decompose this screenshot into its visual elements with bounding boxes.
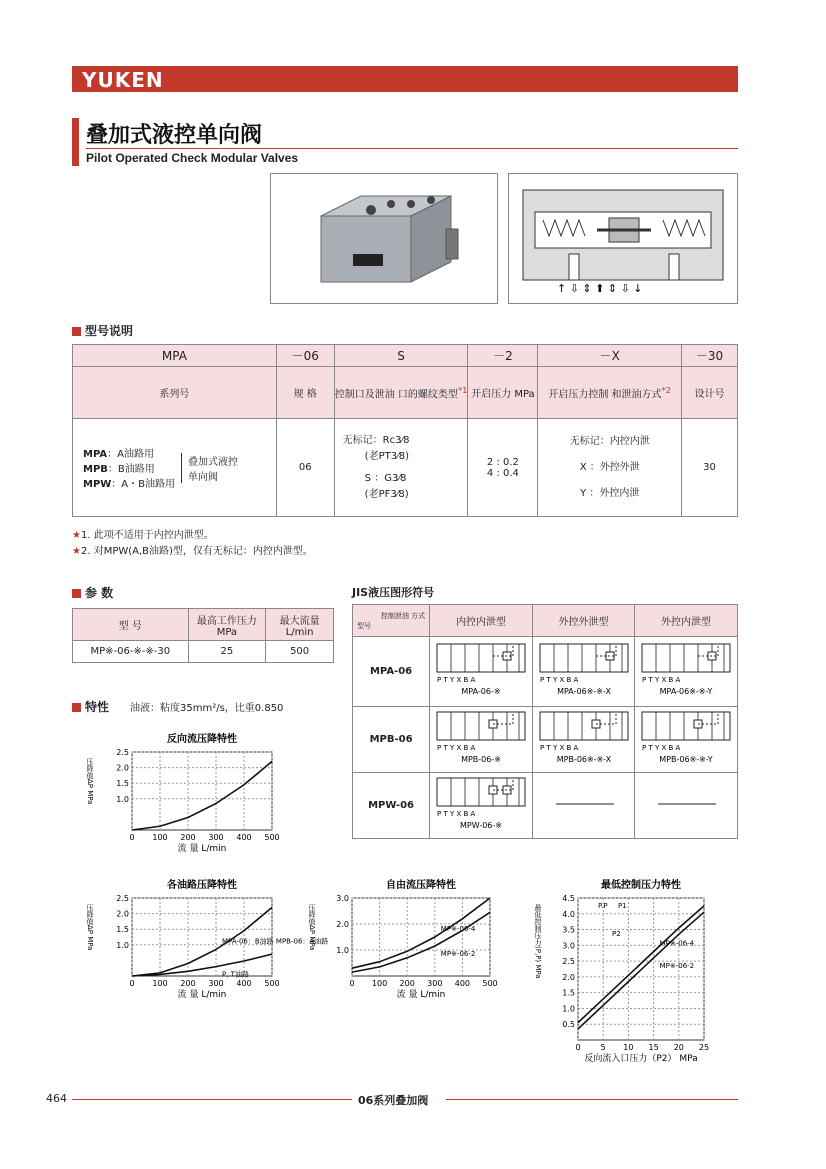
symbol-label: MPA-06-※ xyxy=(461,687,501,696)
params-flow: 500 xyxy=(266,641,334,663)
jis-symbol-svg xyxy=(534,708,634,768)
x-tick-label: 15 xyxy=(648,1043,659,1052)
symbol-label: MPB-06-※ xyxy=(461,755,501,764)
jis-symbol xyxy=(430,637,533,707)
port-labels: P T Y X B A xyxy=(437,676,476,684)
model-sub-row xyxy=(73,367,738,419)
symbol-frame xyxy=(642,644,730,672)
title-accent xyxy=(72,118,79,166)
y-axis-label: 压降值ΔP MPa xyxy=(86,904,94,951)
symbol-frame xyxy=(540,644,628,672)
y-tick-label: 2.5 xyxy=(562,957,575,967)
y-axis-label: 压降值ΔP MPa xyxy=(86,758,94,805)
y-tick-label: 3.5 xyxy=(562,925,575,935)
page-number: 464 xyxy=(46,1092,67,1105)
plot-frame xyxy=(352,898,490,976)
port-labels: P T Y X B A xyxy=(539,744,578,752)
params-model: MP※-06-※-※-30 xyxy=(73,641,189,663)
chart-each-path xyxy=(86,872,329,1006)
y-tick-label: 1.0 xyxy=(336,946,349,955)
y-tick-label: 4.0 xyxy=(562,909,575,919)
x-tick-label: 200 xyxy=(180,833,196,842)
jis-row-model: MPA-06 xyxy=(353,637,430,707)
section-drawing xyxy=(508,173,738,304)
model-head-series: MPA xyxy=(73,345,277,367)
sub-drain-text: 开启压力控制 和泄油方式 xyxy=(548,389,662,401)
jis-corner xyxy=(353,605,430,637)
sub-size: 规 格 xyxy=(276,367,334,419)
x-tick-label: 400 xyxy=(454,979,471,988)
x-tick-label: 0 xyxy=(575,1043,581,1052)
pressure-2: 2 : 0.2 xyxy=(486,456,519,468)
port-labels: P T Y X B A xyxy=(437,810,476,818)
jis-col-2: 外控外泄型 xyxy=(533,605,635,637)
x-tick-label: 100 xyxy=(371,979,388,988)
jis-symbol-svg xyxy=(534,640,634,700)
model-table xyxy=(72,344,738,517)
params-pressure: 25 xyxy=(188,641,266,663)
sub-pressure: 开启压力 MPa xyxy=(468,367,538,419)
sub-thread xyxy=(334,367,468,419)
jis-symbol-svg xyxy=(431,774,531,834)
sub-series: 系列号 xyxy=(73,367,277,419)
valve-photo-icon xyxy=(271,174,497,303)
jis-symbol-svg xyxy=(431,640,531,700)
x-tick-label: 0 xyxy=(129,833,135,842)
series-line xyxy=(132,954,272,976)
chart-title: 最低控制压力特性 xyxy=(601,880,681,891)
jis-symbol-svg xyxy=(534,774,634,834)
x-tick-label: 0 xyxy=(129,979,135,988)
y-axis-label: 压降值ΔP MPa xyxy=(308,904,316,951)
jis-corner-top: 控制泄油 方式 xyxy=(380,611,426,620)
symbol-frame xyxy=(540,712,628,740)
product-photo xyxy=(270,173,498,304)
x-tick-label: 400 xyxy=(236,833,252,842)
x-axis-label: 反向流入口压力（P2） MPa xyxy=(584,1054,698,1064)
jis-section-title: JIS液压图形符号 xyxy=(352,586,435,599)
features-section-title: 特性 xyxy=(72,698,109,715)
sub-thread-text: 控制口及泄油 口的螺纹类型 xyxy=(334,389,458,401)
pressure-port-label: P.P xyxy=(598,902,608,910)
x-tick-label: 200 xyxy=(180,979,196,988)
y-tick-label: 0.5 xyxy=(562,1020,575,1030)
jis-symbol xyxy=(430,773,533,839)
y-tick-label: 1.5 xyxy=(116,779,129,789)
chart-free-flow xyxy=(308,872,508,1006)
x-tick-label: 5 xyxy=(600,1043,606,1052)
y-tick-label: 1.0 xyxy=(562,1004,575,1014)
pressure-port-label: P2 xyxy=(612,930,621,938)
pressure-cell xyxy=(468,419,538,517)
design-cell: 30 xyxy=(682,419,738,517)
chart-min-pilot xyxy=(534,872,738,1072)
chart-title: 各油路压降特性 xyxy=(167,880,237,891)
params-table xyxy=(72,608,334,663)
symbol-label: MPB-06※-※-Y xyxy=(659,755,713,764)
size-cell: 06 xyxy=(276,419,334,517)
y-tick-label: 2.5 xyxy=(116,748,129,757)
symbol-label: MPB-06※-※-X xyxy=(556,755,611,764)
jis-row-model: MPB-06 xyxy=(353,707,430,773)
jis-symbol-svg xyxy=(636,708,736,768)
jis-col-1: 内控内泄型 xyxy=(430,605,533,637)
features-desc: 油液：粘度35mm²/s，比重0.850 xyxy=(130,703,284,714)
jis-symbol-svg xyxy=(431,708,531,768)
drain-x: X ：外控外泄 xyxy=(579,461,640,473)
port-labels: P T Y X B A xyxy=(642,676,681,684)
footer-rule-left xyxy=(72,1099,352,1100)
sub-drain xyxy=(538,367,682,419)
params-h-flow: 最大流量 L/min xyxy=(266,609,334,641)
footer-series: 06系列叠加阀 xyxy=(358,1094,429,1107)
note-2: ★2. 对MPW(A,B油路)型，仅有无标记：内控内泄型。 xyxy=(72,546,313,557)
x-tick-label: 10 xyxy=(623,1043,634,1052)
sub-thread-star: *1 xyxy=(457,384,468,395)
series-item: MPA：A油路用 xyxy=(83,449,154,460)
title-rule xyxy=(86,148,738,149)
y-tick-label: 2.0 xyxy=(562,972,575,982)
sub-drain-star: *2 xyxy=(661,384,672,395)
model-head-design: －30 xyxy=(682,345,738,367)
jis-symbol xyxy=(533,773,635,839)
brand-logo: YUKEN xyxy=(82,68,164,92)
x-tick-label: 300 xyxy=(208,979,224,988)
x-tick-label: 300 xyxy=(427,979,443,988)
series-cell xyxy=(73,419,277,517)
plot-frame xyxy=(132,752,272,830)
x-tick-label: 100 xyxy=(152,833,168,842)
x-tick-label: 400 xyxy=(236,979,252,988)
chart-title: 反向流压降特性 xyxy=(167,734,237,745)
x-tick-label: 200 xyxy=(399,979,415,988)
x-axis-label: 流 量 L/min xyxy=(396,990,446,1000)
jis-symbol xyxy=(533,707,635,773)
drain-y: Y ：外控内泄 xyxy=(580,487,640,499)
header-bar xyxy=(72,66,738,92)
y-tick-label: 2.5 xyxy=(116,894,129,903)
chart-reverse-flow xyxy=(86,726,286,862)
x-tick-label: 20 xyxy=(673,1043,684,1052)
page-subtitle: Pilot Operated Check Modular Valves xyxy=(86,151,299,165)
x-axis-label: 流 量 L/min xyxy=(177,990,227,1000)
jis-symbol-svg xyxy=(636,774,736,834)
model-head-pressure: －2 xyxy=(468,345,538,367)
x-tick-label: 300 xyxy=(208,833,224,842)
symbol-frame xyxy=(437,712,525,740)
x-tick-label: 0 xyxy=(349,979,355,988)
params-section-title: 参 数 xyxy=(72,584,113,601)
jis-symbol xyxy=(635,707,738,773)
jis-symbol xyxy=(635,773,738,839)
symbol-label: MPW-06-※ xyxy=(460,821,503,830)
y-tick-label: 1.5 xyxy=(562,988,575,998)
y-tick-label: 1.0 xyxy=(116,794,129,804)
note-1: ★1. 此项不适用于内控内泄型。 xyxy=(72,530,214,541)
series-item: MPW：A・B油路用 xyxy=(83,479,176,490)
page-title: 叠加式液控单向阀 xyxy=(86,123,263,148)
jis-corner-bottom: 型号 xyxy=(357,621,371,630)
symbol-frame xyxy=(642,712,730,740)
series-line xyxy=(578,912,704,1029)
symbol-label: MPA-06※-※-Y xyxy=(659,687,713,696)
drain-none: 无标记：内控内泄 xyxy=(569,435,650,447)
model-head-drain: －X xyxy=(538,345,682,367)
model-detail-row xyxy=(73,419,738,517)
x-tick-label: 100 xyxy=(152,979,168,988)
model-head-row xyxy=(73,345,738,367)
model-head-thread: S xyxy=(334,345,468,367)
sub-design: 设计号 xyxy=(682,367,738,419)
cross-section-icon xyxy=(509,174,737,303)
footer-rule-right xyxy=(446,1099,738,1100)
note-star: ★ xyxy=(72,530,81,541)
params-h-pressure: 最高工作压力 MPa xyxy=(188,609,266,641)
port-labels: P T Y X B A xyxy=(539,676,578,684)
pressure-port-label: P1 xyxy=(618,902,627,910)
model-section-title: 型号说明 xyxy=(72,322,133,339)
series-group: 叠加式液控单向阀 xyxy=(181,453,241,483)
y-tick-label: 1.0 xyxy=(116,940,129,950)
port-labels: P T Y X B A xyxy=(642,744,681,752)
y-tick-label: 2.0 xyxy=(116,909,129,919)
y-axis-label: 最低控制压力(P,P) MPa xyxy=(534,904,542,979)
symbol-frame xyxy=(437,644,525,672)
port-labels: P T Y X B A xyxy=(437,744,476,752)
y-tick-label: 3.0 xyxy=(562,941,575,951)
x-tick-label: 500 xyxy=(264,833,280,842)
drain-cell xyxy=(538,419,682,517)
chart-title: 自由流压降特性 xyxy=(386,880,456,891)
y-tick-label: 3.0 xyxy=(336,894,349,903)
series-item: MPB：B油路用 xyxy=(83,464,155,475)
params-h-model: 型 号 xyxy=(73,609,189,641)
model-head-size: －06 xyxy=(276,345,334,367)
series-label: MP※-06-2 xyxy=(659,961,695,970)
series-label: P, T油路 xyxy=(222,970,249,979)
series-label: MPA-06：B油路 MPB-06：A油路 xyxy=(222,937,329,946)
thread-cell: 无标记：Rc3⁄8 (老PT3⁄8) S ：G3⁄8 (老PF3⁄8) xyxy=(334,419,468,517)
note-star: ★ xyxy=(72,546,81,557)
series-label: MP※-06-2 xyxy=(440,950,476,959)
series-label: MP※-06-4 xyxy=(440,925,476,933)
jis-row-model: MPW-06 xyxy=(353,773,430,839)
jis-symbol xyxy=(430,707,533,773)
jis-table xyxy=(352,604,738,839)
x-tick-label: 25 xyxy=(698,1043,710,1052)
jis-col-3: 外控内泄型 xyxy=(635,605,738,637)
x-tick-label: 500 xyxy=(482,979,498,988)
symbol-frame xyxy=(437,778,525,806)
x-tick-label: 500 xyxy=(264,979,280,988)
jis-symbol xyxy=(533,637,635,707)
svg-text:↑ ⇩ ⇕ ⬆ ⇕ ⇩ ↓: ↑ ⇩ ⇕ ⬆ ⇕ ⇩ ↓ xyxy=(557,282,643,295)
pressure-4: 4 : 0.4 xyxy=(486,467,519,479)
y-tick-label: 2.0 xyxy=(116,763,129,773)
x-axis-label: 流 量 L/min xyxy=(177,844,227,854)
y-tick-label: 1.5 xyxy=(116,925,129,935)
jis-symbol-svg xyxy=(636,640,736,700)
series-label: MP※-06-4 xyxy=(659,939,695,948)
symbol-label: MPA-06※-※-X xyxy=(556,687,611,696)
y-tick-label: 4.5 xyxy=(562,894,575,903)
jis-symbol xyxy=(635,637,738,707)
series-line xyxy=(132,761,272,830)
y-tick-label: 2.0 xyxy=(336,920,349,929)
